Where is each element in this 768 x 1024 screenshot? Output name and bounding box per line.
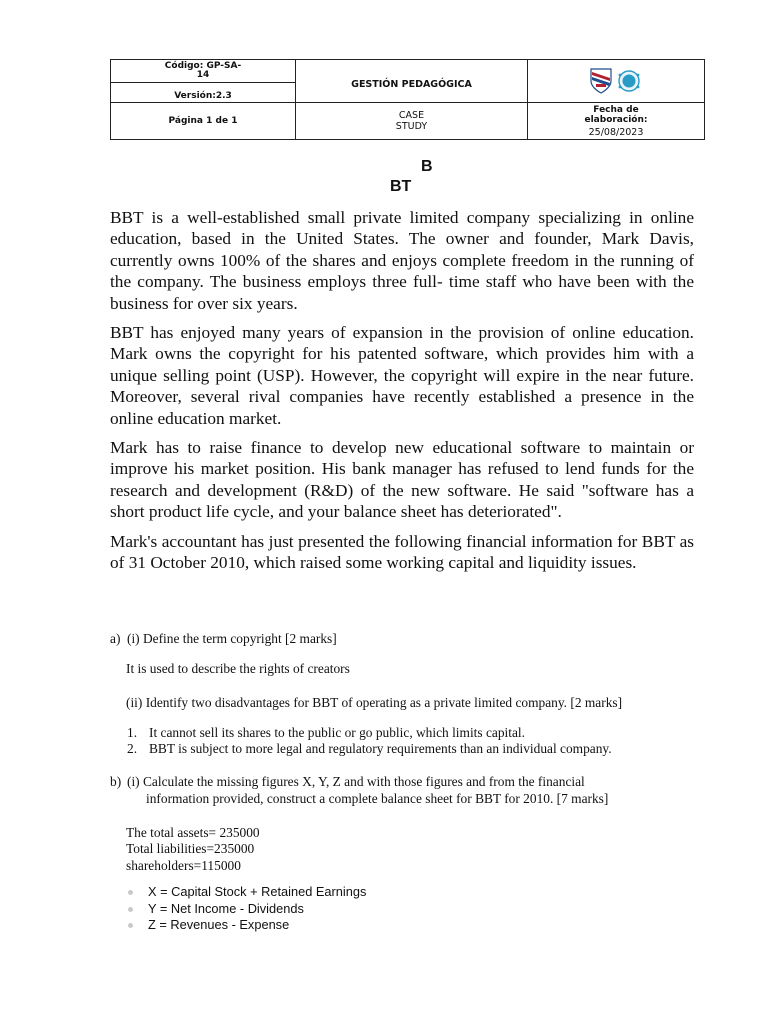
paragraph-2: BBT has enjoyed many years of expansion in the provision of online education. Mark owns the copyright for his patented software, which provides him with a unique selling point (USP). However, the copyright will expire in the near future. Moreover, several rival companies have recently established a presence in the online education market.	[110, 323, 694, 428]
page-number: Página 1 de 1	[168, 115, 238, 126]
list-item: Y = Net Income - Dividends	[126, 901, 366, 918]
logos-cell	[528, 60, 705, 103]
school-crest-icon	[590, 68, 612, 94]
total-assets: The total assets= 235000	[126, 825, 260, 840]
question-b-part-i-line1: (i) Calculate the missing figures X, Y, Z and with those figures and from the financial	[127, 774, 585, 789]
document-title-line2: BT	[390, 178, 412, 195]
date-label: Fecha de elaboración:	[584, 104, 648, 125]
paragraph-1: BBT is a well-established small private limited company specializing in online education, based in the United States. The owner and founder, Mark Davis, currently owns 100% of the shares and enjoys complete freedom in the running of the company. The business employs three full- time staff who have been with the business for over six years.	[110, 208, 694, 313]
answer-a-part-i: It is used to describe the rights of creators	[126, 661, 350, 676]
answer-number: 2.	[127, 741, 138, 756]
page-cell	[111, 103, 296, 140]
code-cell	[111, 60, 296, 83]
date-value: 25/08/2023	[588, 126, 644, 138]
header-title-cell	[296, 60, 528, 103]
question-a-part-ii: (ii) Identify two disadvantages for BBT of operating as a private limited company. [2 marks]	[126, 695, 623, 710]
list-item: X = Capital Stock + Retained Earnings	[126, 884, 366, 901]
header-title: GESTIÓN PEDAGÓGICA	[351, 78, 472, 90]
ib-logo-icon	[616, 69, 642, 93]
answer-a-part-ii-item: It cannot sell its shares to the public or go public, which limits capital.	[149, 725, 525, 740]
document-header	[110, 59, 705, 140]
document-version: Versión:2.3	[174, 91, 232, 101]
list-item: Z = Revenues - Expense	[126, 917, 366, 934]
document-code: Código: GP-SA-14	[164, 61, 242, 80]
question-b-part-i-line2: information provided, construct a complete balance sheet for BBT for 2010. [7 marks]	[146, 791, 609, 806]
doc-type-cell	[296, 103, 528, 140]
answer-number: 1.	[127, 725, 138, 740]
question-a-label: a)	[110, 631, 121, 646]
document-title-line1: B	[421, 158, 433, 175]
paragraph-4: Mark's accountant has just presented the following financial information for BBT as of 31 October 2010, which raised some working capital and liquidity issues.	[110, 532, 694, 573]
date-cell	[528, 103, 705, 140]
doc-type-line1: CASE	[398, 110, 425, 121]
question-a-part-i: (i) Define the term copyright [2 marks]	[127, 631, 337, 646]
shareholders-equity: shareholders=115000	[126, 858, 241, 873]
doc-type-line2: STUDY	[395, 121, 428, 132]
version-cell	[111, 83, 296, 103]
question-b-label: b)	[110, 774, 122, 789]
answer-a-part-ii-item: BBT is subject to more legal and regulatory requirements than an individual company.	[149, 741, 612, 756]
formula-list	[126, 884, 366, 934]
total-liabilities: Total liabilities=235000	[126, 841, 255, 856]
paragraph-3: Mark has to raise finance to develop new educational software to maintain or improve his market position. His bank manager has refused to lend funds for the research and development (R&D) of the new software. He said "software has a short product life cycle, and your balance sheet has deteriorated".	[110, 438, 694, 522]
